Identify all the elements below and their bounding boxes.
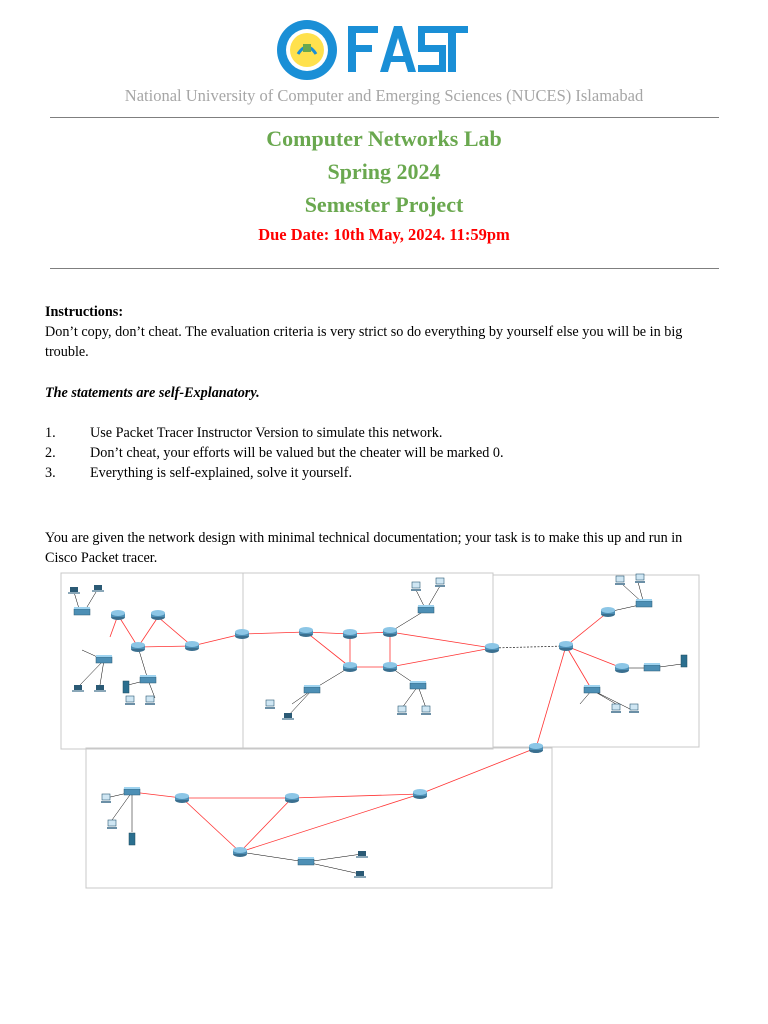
instructions-paragraph-cont: trouble. xyxy=(45,344,89,360)
university-logo xyxy=(276,18,468,82)
list-item xyxy=(0,465,768,485)
list-text: Use Packet Tracer Instructor Version to simulate this network. xyxy=(90,425,443,441)
instructions-heading: Instructions: xyxy=(45,304,124,320)
divider-top xyxy=(50,117,719,118)
list-item xyxy=(0,425,768,445)
course-title: Computer Networks Lab xyxy=(266,126,502,151)
university-name: National University of Computer and Emerging Sciences (NUCES) Islamabad xyxy=(124,86,644,105)
statement-note: The statements are self-Explanatory. xyxy=(45,385,260,401)
semester-title: Spring 2024 xyxy=(327,159,441,184)
list-number: 2. xyxy=(45,445,56,461)
task-description: You are given the network design with minimal technical documentation; your task is to make this up and run in xyxy=(45,530,683,546)
list-text: Don’t cheat, your efforts will be valued but the cheater will be marked 0. xyxy=(90,445,504,461)
divider-bottom xyxy=(50,268,719,269)
network-diagram xyxy=(60,572,700,890)
task-description-cont: Cisco Packet tracer. xyxy=(45,550,158,566)
list-text: Everything is self-explained, solve it yourself. xyxy=(90,465,353,481)
instructions-paragraph: Don’t copy, don’t cheat. The evaluation criteria is very strict so do everything by yourself else you will be in big xyxy=(45,324,683,340)
list-number: 1. xyxy=(45,425,56,441)
project-title: Semester Project xyxy=(304,192,464,217)
list-number: 3. xyxy=(45,465,56,481)
due-date: Due Date: 10th May, 2024. 11:59pm xyxy=(258,225,510,244)
list-item xyxy=(0,445,768,465)
